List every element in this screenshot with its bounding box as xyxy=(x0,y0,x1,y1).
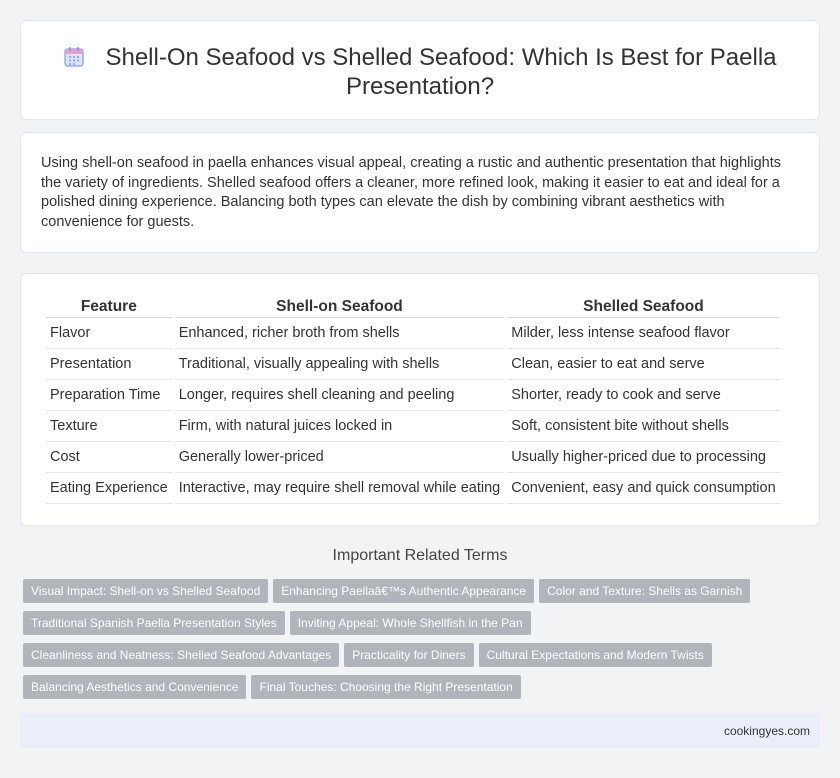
related-tag[interactable]: Enhancing Paellaâ€™s Authentic Appearance xyxy=(273,579,534,603)
page-title: Shell-On Seafood vs Shelled Seafood: Which Is Best for Paella Presentation? xyxy=(105,44,777,100)
related-tag[interactable]: Visual Impact: Shell-on vs Shelled Seafood xyxy=(23,579,268,603)
table-cell: Flavor xyxy=(46,318,172,349)
related-tag[interactable]: Color and Texture: Shells as Garnish xyxy=(539,579,750,603)
page-title-wrap xyxy=(21,43,819,101)
summary-text: Using shell-on seafood in paella enhances visual appeal, creating a rustic and authentic presentation that highlights the variety of ingredients. Shelled seafood offers a cleaner, more refined look, making it easier to eat and ideal for a polished dining experience. Balancing both types can elevate the dish by combining vibrant aesthetics with convenience for guests. xyxy=(41,155,781,230)
table-cell: Firm, with natural juices locked in xyxy=(175,411,505,442)
table-row xyxy=(46,442,780,473)
table-card xyxy=(20,273,820,526)
table-cell: Interactive, may require shell removal while eating xyxy=(175,473,505,504)
table-cell: Traditional, visually appealing with shells xyxy=(175,349,505,380)
related-tag[interactable]: Practicality for Diners xyxy=(344,643,473,667)
tag-row xyxy=(23,675,823,707)
header-shelled: Shelled Seafood xyxy=(507,296,779,318)
summary-card xyxy=(20,132,820,253)
table-row xyxy=(46,318,780,349)
table-header-row xyxy=(46,296,780,318)
table-row xyxy=(46,411,780,442)
tag-row xyxy=(23,611,823,643)
header-shell-on: Shell-on Seafood xyxy=(175,296,505,318)
related-tag[interactable]: Traditional Spanish Paella Presentation Styles xyxy=(23,611,285,635)
footer-site-link[interactable]: cookingyes.com xyxy=(723,724,810,738)
table-cell: Presentation xyxy=(46,349,172,380)
table-cell: Eating Experience xyxy=(46,473,172,504)
table-cell: Enhanced, richer broth from shells xyxy=(175,318,505,349)
header-feature: Feature xyxy=(46,296,172,318)
related-tag[interactable]: Cleanliness and Neatness: Shelled Seafood Advantages xyxy=(23,643,339,667)
calendar-icon xyxy=(63,46,85,68)
table-row xyxy=(46,380,780,411)
table-cell: Longer, requires shell cleaning and peeling xyxy=(175,380,505,411)
related-tag[interactable]: Balancing Aesthetics and Convenience xyxy=(23,675,246,699)
tag-row xyxy=(23,643,823,675)
table-cell: Preparation Time xyxy=(46,380,172,411)
related-tag[interactable]: Final Touches: Choosing the Right Presentation xyxy=(251,675,520,699)
title-card xyxy=(20,20,820,120)
table-cell: Milder, less intense seafood flavor xyxy=(507,318,779,349)
table-cell: Clean, easier to eat and serve xyxy=(507,349,779,380)
comparison-table xyxy=(43,296,783,504)
table-row xyxy=(46,349,780,380)
table-row xyxy=(46,473,780,504)
table-cell: Usually higher-priced due to processing xyxy=(507,442,779,473)
table-cell: Cost xyxy=(46,442,172,473)
related-terms-heading: Important Related Terms xyxy=(332,547,508,564)
related-tag[interactable]: Inviting Appeal: Whole Shellfish in the Pan xyxy=(290,611,531,635)
table-cell: Texture xyxy=(46,411,172,442)
tag-row xyxy=(23,579,823,611)
related-tag[interactable]: Cultural Expectations and Modern Twists xyxy=(479,643,712,667)
table-cell: Shorter, ready to cook and serve xyxy=(507,380,779,411)
related-terms-tags xyxy=(23,579,823,707)
table-cell: Convenient, easy and quick consumption xyxy=(507,473,779,504)
table-cell: Soft, consistent bite without shells xyxy=(507,411,779,442)
footer xyxy=(20,713,820,748)
table-cell: Generally lower-priced xyxy=(175,442,505,473)
